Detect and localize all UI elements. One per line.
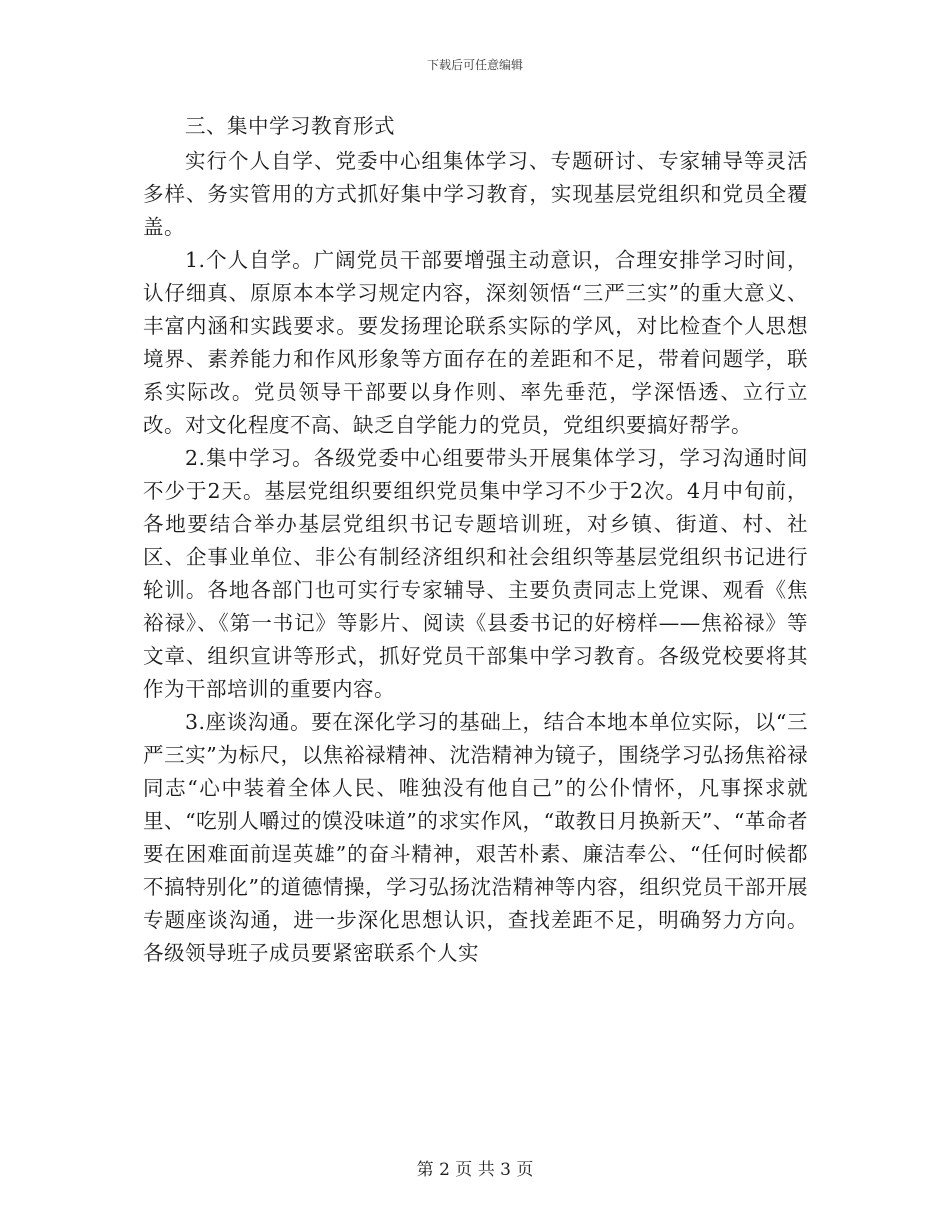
paragraph-group-study: 2.集中学习。各级党委中心组要带头开展集体学习，学习沟通时间不少于2天。基层党组织要组织党员集中学习不少于2次。4月中旬前，各地要结合举办基层党组织书记专题培训班，对乡镇、街道、村、社区、企事业单位、非公有制经济组织和社会组织等基层党组织书记进行轮训。各地各部门也可实行专家辅导、主要负责同志上党课、观看《焦裕禄》、《第一书记》等影片、阅读《县委书记的好榜样——焦裕禄》等文章、组织宣讲等形式，抓好党员干部集中学习教育。各级党校要将其作为干部培训的重要内容。 bbox=[143, 446, 808, 701]
page-number-footer: 第 2 页 共 3 页 bbox=[416, 1160, 534, 1180]
document-body bbox=[143, 110, 808, 970]
page-header-note: 下载后可任意编辑 bbox=[426, 58, 523, 72]
paragraph-discussion: 3.座谈沟通。要在深化学习的基础上，结合本地本单位实际，以“三严三实”为标尺，以焦裕禄精神、沈浩精神为镜子，围绕学习弘扬焦裕禄同志“心中装着全体人民、唯独没有他自己”的公仆情怀，凡事探求就里、“吃别人嚼过的馍没味道”的求实作风，“敢教日月换新天”、“革命者要在困难面前逞英雄”的奋斗精神，艰苦朴素、廉洁奉公、“任何时候都不搞特别化”的道德情操，学习弘扬沈浩精神等内容，组织党员干部开展专题座谈沟通，进一步深化思想认识，查找差距不足，明确努力方向。各级领导班子成员要紧密联系个人实 bbox=[143, 710, 808, 965]
section-title: 三、集中学习教育形式 bbox=[185, 114, 395, 138]
paragraph-intro: 实行个人自学、党委中心组集体学习、专题研讨、专家辅导等灵活多样、务实管用的方式抓好集中学习教育，实现基层党组织和党员全覆盖。 bbox=[143, 149, 808, 239]
paragraph-self-study: 1.个人自学。广阔党员干部要增强主动意识，合理安排学习时间，认仔细真、原原本本学习规定内容，深刻领悟“三严三实”的重大意义、丰富内涵和实践要求。要发扬理论联系实际的学风，对比检查个人思想境界、素养能力和作风形象等方面存在的差距和不足，带着问题学，联系实际改。党员领导干部要以身作则、率先垂范，学深悟透、立行立改。对文化程度不高、缺乏自学能力的党员，党组织要搞好帮学。 bbox=[143, 248, 808, 437]
